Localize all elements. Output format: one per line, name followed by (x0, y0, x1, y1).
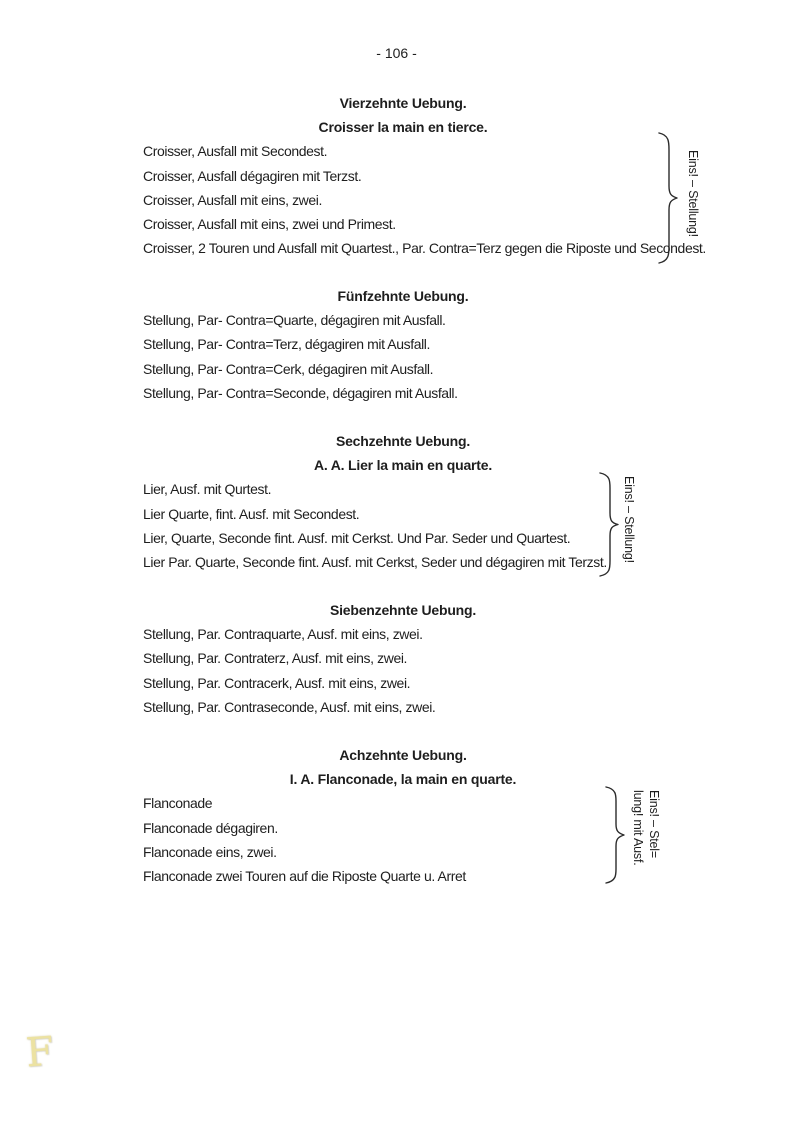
margin-note (630, 790, 662, 866)
exercise-line: Croisser, Ausfall mit eins, zwei. (143, 191, 322, 208)
section-siebenzehnte-uebung (143, 598, 663, 719)
exercise-line: Stellung, Par- Contra=Quarte, dégagiren mit Ausfall. (143, 312, 446, 329)
section-achzehnte-uebung (143, 743, 663, 888)
margin-note: Eins! – Stellung! (686, 150, 700, 237)
exercise-line: Stellung, Par. Contraterz, Ausf. mit eins, zwei. (143, 650, 408, 667)
page-number: - 106 - (376, 45, 417, 61)
exercise-line: Stellung, Par. Contraseconde, Ausf. mit eins, zwei. (143, 698, 436, 715)
exercise-line: Stellung, Par- Contra=Terz, dégagiren mit Ausfall. (143, 336, 430, 353)
curly-brace-icon (597, 471, 621, 578)
exercise-line: Stellung, Par- Contra=Seconde, dégagiren mit Ausfall. (143, 384, 458, 401)
exercise-line: Flanconade zwei Touren auf die Riposte Quarte u. Arret (143, 867, 466, 884)
watermark-stamp: F (24, 1028, 56, 1077)
exercise-line: Lier, Quarte, Seconde fint. Ausf. mit Cerkst. Und Par. Seder und Quartest. (143, 529, 571, 546)
exercise-line: Croisser, Ausfall mit eins, zwei und Primest. (143, 215, 396, 232)
margin-note-line: lung! mit Ausf. (631, 790, 645, 866)
margin-note-line: Eins! – Stel= (647, 790, 661, 858)
exercise-line: Lier Quarte, fint. Ausf. mit Secondest. (143, 505, 360, 522)
exercise-line: Lier, Ausf. mit Qurtest. (143, 481, 272, 498)
section-subtitle: I. A. Flanconade, la main en quarte. (289, 771, 517, 788)
margin-note: Eins! – Stellung! (622, 476, 636, 563)
section-subtitle: Croisser la main en tierce. (318, 119, 488, 136)
exercise-line: Croisser, Ausfall dégagiren mit Terzst. (143, 167, 362, 184)
section-fuenfzehnte-uebung (143, 284, 663, 405)
exercise-line: Stellung, Par- Contra=Cerk, dégagiren mit Ausfall. (143, 360, 434, 377)
section-title: Fünfzehnte Uebung. (337, 288, 469, 304)
exercise-line: Croisser, Ausfall mit Secondest. (143, 143, 328, 160)
section-sechzehnte-uebung (143, 429, 663, 574)
section-title: Achzehnte Uebung. (339, 747, 467, 763)
exercise-line: Lier Par. Quarte, Seconde fint. Ausf. mit Cerkst, Seder und dégagiren mit Terzst. (143, 553, 607, 570)
exercise-line: Stellung, Par. Contraquarte, Ausf. mit eins, zwei. (143, 626, 423, 643)
exercise-line: Flanconade eins, zwei. (143, 843, 277, 860)
curly-brace-icon (603, 785, 627, 885)
exercise-line: Flanconade dégagiren. (143, 819, 278, 836)
exercise-line: Stellung, Par. Contracerk, Ausf. mit eins, zwei. (143, 674, 411, 691)
curly-brace-icon (656, 131, 680, 265)
section-title: Siebenzehnte Uebung. (329, 602, 477, 618)
section-subtitle: A. A. Lier la main en quarte. (313, 457, 493, 474)
section-title: Sechzehnte Uebung. (335, 433, 471, 449)
exercise-line: Croisser, 2 Touren und Ausfall mit Quartest., Par. Contra=Terz gegen die Riposte und Secondest. (143, 240, 706, 257)
exercise-line: Flanconade (143, 795, 213, 812)
section-title: Vierzehnte Uebung. (339, 95, 467, 111)
